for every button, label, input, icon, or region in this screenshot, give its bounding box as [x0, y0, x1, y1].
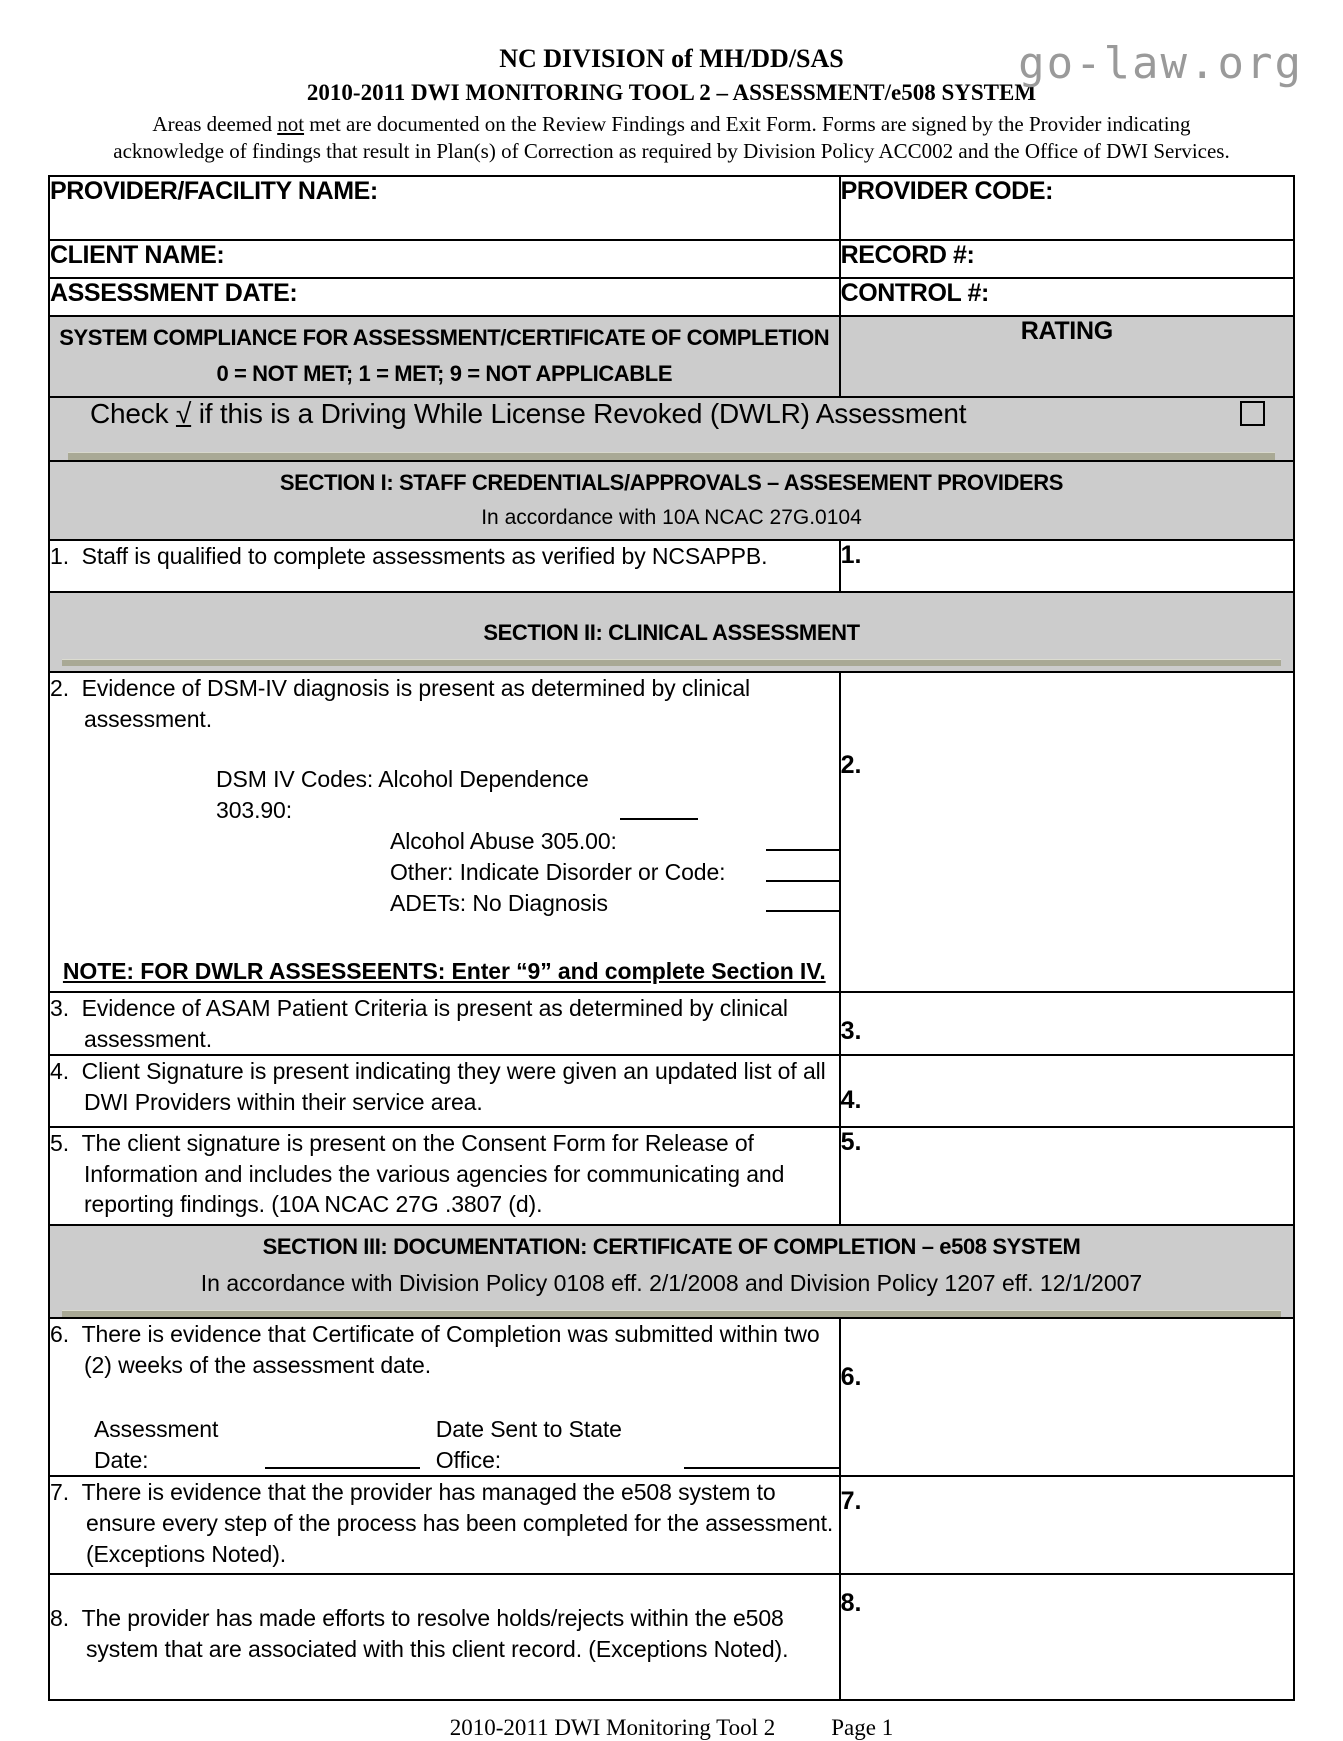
date-sent-input[interactable] [684, 1467, 839, 1469]
assessment-date-label: Assessment Date: [94, 1416, 219, 1473]
checkmark-icon: √ [175, 397, 192, 429]
row-section-3-heading [49, 1225, 1294, 1318]
intro-emphasis: not [277, 111, 305, 136]
date-entry-line [50, 1414, 839, 1475]
dwlr-divider-rule [68, 452, 1275, 460]
dsm-row [216, 888, 839, 919]
item-4-number: 4. [50, 1058, 69, 1085]
section-1-band [49, 461, 1294, 540]
dwlr-note: NOTE: FOR DWLR ASSESSEENTS: Enter “9” and complete Section IV. [62, 958, 826, 985]
section-2-band [49, 592, 1294, 672]
dsm-item-label-3: ADETs: No Diagnosis [390, 889, 608, 916]
item-4-text [50, 1056, 839, 1117]
section-3-band [49, 1225, 1294, 1318]
dsm-row-label-0 [216, 764, 616, 826]
item-7-cell [49, 1476, 840, 1574]
item-7-body: There is evidence that the provider has managed the e508 system to ensure every step of the process has been completed for the assessment. (Exceptions Noted). [81, 1479, 834, 1567]
dsm-input-0[interactable] [620, 818, 698, 820]
item-6-text [50, 1319, 839, 1380]
document-intro [48, 111, 1295, 165]
monitoring-form-table [48, 175, 1295, 1702]
dsm-row [216, 857, 839, 888]
dwlr-label-post: if this is a Driving While License Revoked (DWLR) Assessment [191, 397, 967, 429]
row-item-6 [49, 1318, 1294, 1476]
date-sent-label: Date Sent to State Office: [435, 1416, 622, 1473]
section-3-divider-rule [62, 1310, 1281, 1317]
dsm-row [216, 826, 839, 857]
item-7-rating[interactable]: 7. [840, 1476, 1294, 1574]
section-3-subheading: In accordance with Division Policy 0108 eff. 2/1/2008 and Division Policy 1207 eff. 12/1/2007 [200, 1270, 1143, 1297]
item-2-body: Evidence of DSM-IV diagnosis is present as determined by clinical assessment. [81, 675, 751, 732]
item-2-text [50, 673, 839, 734]
row-section-1-heading [49, 461, 1294, 540]
rating-column-header: RATING [840, 316, 1294, 397]
dwlr-cell [49, 397, 1294, 461]
item-1-text [50, 541, 839, 572]
item-3-text [50, 993, 839, 1054]
provider-code-cell[interactable]: PROVIDER CODE: [840, 176, 1294, 240]
footer-doc-name: 2010-2011 DWI Monitoring Tool 2 [449, 1715, 776, 1741]
item-2-rating[interactable]: 2. [840, 672, 1294, 992]
row-item-5 [49, 1127, 1294, 1225]
intro-part-1: Areas deemed [152, 111, 278, 136]
row-item-2 [49, 672, 1294, 992]
item-1-rating[interactable]: 1. [840, 540, 1294, 592]
dsm-item-label-1: Alcohol Abuse 305.00: [390, 828, 617, 855]
section-1-heading: SECTION I: STAFF CREDENTIALS/APPROVALS – ASSESEMENT PROVIDERS [279, 469, 1064, 495]
row-item-3 [49, 992, 1294, 1055]
item-8-body: The provider has made efforts to resolve holds/rejects within the e508 system that are associated with this client record. (Exceptions Noted). [81, 1605, 789, 1662]
compliance-scale: 0 = NOT MET; 1 = MET; 9 = NOT APPLICABLE [216, 360, 673, 386]
provider-facility-name-cell[interactable]: PROVIDER/FACILITY NAME: [49, 176, 840, 240]
dsm-item-label-2: Other: Indicate Disorder or Code: [390, 858, 726, 885]
item-6-body: There is evidence that Certificate of Completion was submitted within two (2) weeks of the assessment date. [81, 1321, 820, 1378]
item-3-rating[interactable]: 3. [840, 992, 1294, 1055]
item-5-number: 5. [50, 1130, 69, 1157]
item-5-text [50, 1128, 839, 1220]
item-3-body: Evidence of ASAM Patient Criteria is present as determined by clinical assessment. [81, 995, 788, 1052]
dwlr-checkbox[interactable] [1240, 401, 1265, 426]
row-provider [49, 176, 1294, 240]
dwlr-label [90, 398, 966, 430]
item-8-cell [49, 1574, 840, 1700]
dsm-row [216, 764, 839, 826]
compliance-key-cell [49, 316, 840, 397]
dwlr-label-pre: Check [90, 397, 176, 429]
item-8-number: 8. [50, 1605, 69, 1632]
item-4-body: Client Signature is present indicating they were given an updated list of all DWI Providers within their service area. [81, 1058, 826, 1115]
client-name-cell[interactable]: CLIENT NAME: [49, 240, 840, 278]
control-number-cell[interactable]: CONTROL #: [840, 278, 1294, 316]
item-2-number: 2. [50, 675, 69, 702]
page-footer [48, 1715, 1295, 1741]
agency-title: NC DIVISION of MH/DD/SAS [499, 44, 844, 73]
item-8-text [50, 1603, 839, 1664]
dsm-code-block [50, 764, 839, 918]
record-number-cell[interactable]: RECORD #: [840, 240, 1294, 278]
dsm-input-3[interactable] [766, 910, 839, 912]
dsm-input-1[interactable] [766, 849, 839, 851]
item-1-cell [49, 540, 840, 592]
compliance-title: SYSTEM COMPLIANCE FOR ASSESSMENT/CERTIFICATE OF COMPLETION [59, 324, 830, 350]
row-compliance-key [49, 316, 1294, 397]
item-5-cell [49, 1127, 840, 1225]
row-client [49, 240, 1294, 278]
item-7-text [50, 1477, 839, 1569]
item-6-number: 6. [50, 1321, 69, 1348]
item-4-cell [49, 1055, 840, 1127]
item-3-number: 3. [50, 995, 69, 1022]
row-item-1 [49, 540, 1294, 592]
dsm-block-label: DSM IV Codes: [216, 766, 374, 793]
section-3-heading: SECTION III: DOCUMENTATION: CERTIFICATE OF COMPLETION – e508 SYSTEM [262, 1234, 1081, 1260]
item-1-number: 1. [50, 543, 69, 570]
intro-part-2: met are documented on the Review Findings and Exit Form. Forms are signed by the Provider indicating acknowledge of findings that result in Plan(s) of Correction as required by Division Policy ACC002 and the Office of DWI Services. [113, 111, 1230, 163]
item-1-body: Staff is qualified to complete assessments as verified by NCSAPPB. [81, 543, 768, 570]
footer-page-number: Page 1 [831, 1715, 894, 1741]
item-5-body: The client signature is present on the Consent Form for Release of Information and includes the various agencies for communicating and reporting findings. (10A NCAC 27G .3807 (d). [81, 1130, 785, 1218]
row-item-7 [49, 1476, 1294, 1574]
item-6-rating[interactable]: 6. [840, 1318, 1294, 1476]
section-2-divider-rule [62, 659, 1281, 666]
item-6-cell [49, 1318, 840, 1476]
assessment-date-input[interactable] [265, 1467, 420, 1469]
dwlr-line [50, 398, 1293, 430]
item-5-rating[interactable]: 5. [840, 1127, 1294, 1225]
row-assessment-date [49, 278, 1294, 316]
dsm-item-label-0: Alcohol Dependence 303.90: [216, 766, 589, 824]
assessment-date-cell[interactable]: ASSESSMENT DATE: [49, 278, 840, 316]
item-4-rating[interactable]: 4. [840, 1055, 1294, 1127]
item-7-number: 7. [50, 1479, 69, 1506]
row-item-4 [49, 1055, 1294, 1127]
section-1-subheading: In accordance with 10A NCAC 27G.0104 [481, 506, 862, 529]
row-item-8 [49, 1574, 1294, 1700]
dsm-input-2[interactable] [766, 880, 839, 882]
row-section-2-heading [49, 592, 1294, 672]
item-2-cell [49, 672, 840, 992]
document-title: 2010-2011 DWI MONITORING TOOL 2 – ASSESSMENT/e508 SYSTEM [306, 79, 1037, 105]
site-watermark: go-law.org [1018, 38, 1303, 89]
section-2-heading: SECTION II: CLINICAL ASSESSMENT [483, 620, 860, 646]
row-dwlr [49, 397, 1294, 461]
item-8-rating[interactable]: 8. [840, 1574, 1294, 1700]
item-3-cell [49, 992, 840, 1055]
